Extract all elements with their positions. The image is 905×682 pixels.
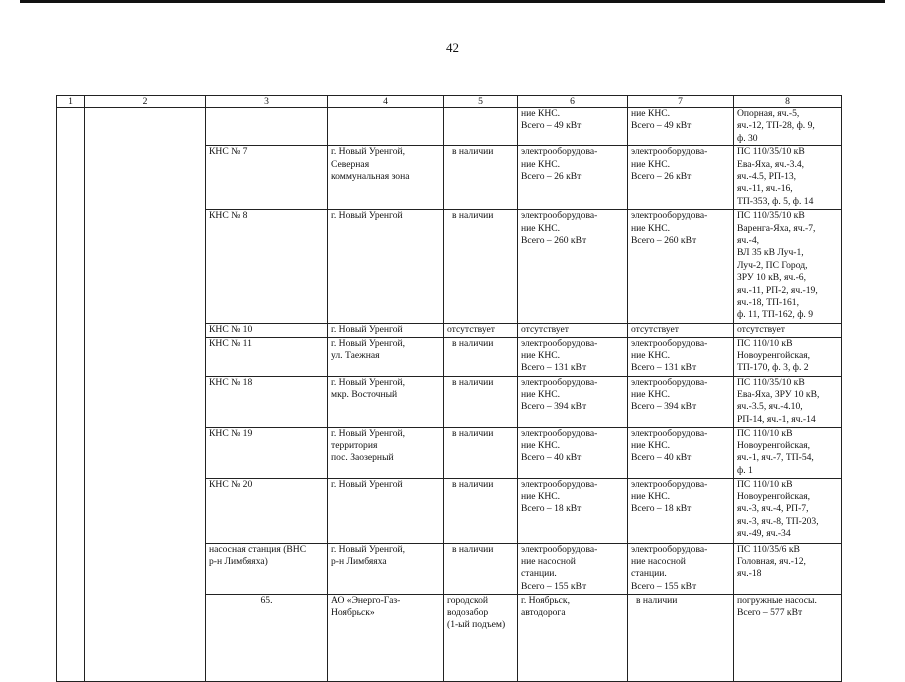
substation-cell: ПС 110/35/10 кВ Ева-Яха, ЗРУ 10 кВ, яч.-3.5, яч.-4.10, РП-14, яч.-1, яч.-14 (734, 376, 842, 427)
row-number-cell (57, 108, 85, 682)
column-header: 6 (518, 96, 628, 108)
object-cell (206, 108, 328, 146)
substation-cell: ПС 110/35/6 кВ Головная, яч.-12, яч.-18 (734, 543, 842, 594)
equipment-cell: ние КНС. Всего – 49 кВт (628, 108, 734, 146)
object-cell: КНС № 10 (206, 324, 328, 337)
column-header: 4 (328, 96, 444, 108)
status-cell: в наличии (444, 376, 518, 427)
equipment-cell: электрооборудова- ние КНС. Всего – 131 кВт (628, 337, 734, 376)
equipment-cell: электрооборудова- ние КНС. Всего – 40 кВт (628, 427, 734, 478)
status-cell: в наличии (444, 210, 518, 324)
status-cell: в наличии (444, 427, 518, 478)
substation-cell: ПС 110/10 кВ Новоуренгойская, яч.-3, яч.-4, РП-7, яч.-3, яч.-8, ТП-203, яч.-49, яч.-34 (734, 478, 842, 543)
column-header: 3 (206, 96, 328, 108)
status-cell (444, 108, 518, 146)
substation-cell: ПС 110/10 кВ Новоуренгойская, яч.-1, яч.-7, ТП-54, ф. 1 (734, 427, 842, 478)
column-header: 7 (628, 96, 734, 108)
equipment-cell: отсутствует (628, 324, 734, 337)
object-cell: КНС № 8 (206, 210, 328, 324)
object-cell: городской водозабор (1-ый подъем) (444, 594, 518, 682)
column-header: 1 (57, 96, 85, 108)
equipment-cell: электрооборудова- ние КНС. Всего – 26 кВт (628, 146, 734, 210)
row-number-cell: 65. (206, 594, 328, 682)
address-cell: г. Новый Уренгой (328, 478, 444, 543)
object-cell: КНС № 11 (206, 337, 328, 376)
object-cell: КНС № 18 (206, 376, 328, 427)
address-cell: г. Новый Уренгой, р-н Лимбяяха (328, 543, 444, 594)
address-cell: г. Новый Уренгой, территория пос. Заозерный (328, 427, 444, 478)
equipment-cell: электрооборудова- ние КНС. Всего – 260 кВт (518, 210, 628, 324)
address-cell: г. Новый Уренгой, мкр. Восточный (328, 376, 444, 427)
address-cell: г. Ноябрьск, автодорога (518, 594, 628, 682)
equipment-cell: электрооборудова- ние КНС. Всего – 131 кВт (518, 337, 628, 376)
object-cell: КНС № 20 (206, 478, 328, 543)
substation-cell: Опорная, яч.-5, яч.-12, ТП-28, ф. 9, ф. 30 (734, 108, 842, 146)
substation-cell: ПС 110/35/10 кВ Варенга-Яха, яч.-7, яч.-4, ВЛ 35 кВ Луч-1, Луч-2, ПС Город, ЗРУ 10 кВ, яч.-6, яч.-11, РП-2, яч.-19, яч.-18, ТП-161, ф. 11, ТП-162, ф. 9 (734, 210, 842, 324)
equipment-cell: электрооборудова- ние КНС. Всего – 40 кВт (518, 427, 628, 478)
object-cell: насосная станция (ВНС р-н Лимбяяха) (206, 543, 328, 594)
object-cell: КНС № 7 (206, 146, 328, 210)
equipment-cell: погружные насосы. Всего – 577 кВт (734, 594, 842, 682)
address-cell: г. Новый Уренгой (328, 210, 444, 324)
substation-cell: отсутствует (734, 324, 842, 337)
column-header: 2 (85, 96, 206, 108)
status-cell: в наличии (444, 543, 518, 594)
address-cell: г. Новый Уренгой (328, 324, 444, 337)
equipment-cell: электрооборудова- ние насосной станции. Всего – 155 кВт (628, 543, 734, 594)
page-number: 42 (446, 40, 459, 55)
substation-cell: ПС 110/35/10 кВ Ева-Яха, яч.-3.4, яч.-4.5, РП-13, яч.-11, яч.-16, ТП-353, ф. 5, ф. 14 (734, 146, 842, 210)
status-cell: в наличии (444, 337, 518, 376)
equipment-cell: электрооборудова- ние КНС. Всего – 260 кВт (628, 210, 734, 324)
object-cell: КНС № 19 (206, 427, 328, 478)
organization-cell (85, 108, 206, 682)
column-header: 5 (444, 96, 518, 108)
data-table (56, 95, 842, 682)
address-cell: г. Новый Уренгой, ул. Таежная (328, 337, 444, 376)
column-number-row (57, 96, 842, 108)
equipment-cell: электрооборудова- ние КНС. Всего – 18 кВт (518, 478, 628, 543)
equipment-cell: электрооборудова- ние КНС. Всего – 18 кВт (628, 478, 734, 543)
address-cell: г. Новый Уренгой, Северная коммунальная зона (328, 146, 444, 210)
status-cell: в наличии (628, 594, 734, 682)
address-cell (328, 108, 444, 146)
top-rule (20, 0, 885, 3)
equipment-cell: ние КНС. Всего – 49 кВт (518, 108, 628, 146)
organization-cell: АО «Энерго-Газ- Ноябрьск» (328, 594, 444, 682)
equipment-cell: отсутствует (518, 324, 628, 337)
equipment-cell: электрооборудова- ние КНС. Всего – 394 кВт (628, 376, 734, 427)
substation-cell: ПС 110/10 кВ Новоуренгойская, ТП-170, ф. 3, ф. 2 (734, 337, 842, 376)
status-cell: в наличии (444, 146, 518, 210)
column-header: 8 (734, 96, 842, 108)
status-cell: в наличии (444, 478, 518, 543)
equipment-cell: электрооборудова- ние КНС. Всего – 394 кВт (518, 376, 628, 427)
equipment-cell: электрооборудова- ние насосной станции. Всего – 155 кВт (518, 543, 628, 594)
status-cell: отсутствует (444, 324, 518, 337)
equipment-cell: электрооборудова- ние КНС. Всего – 26 кВт (518, 146, 628, 210)
table-row (57, 108, 842, 146)
